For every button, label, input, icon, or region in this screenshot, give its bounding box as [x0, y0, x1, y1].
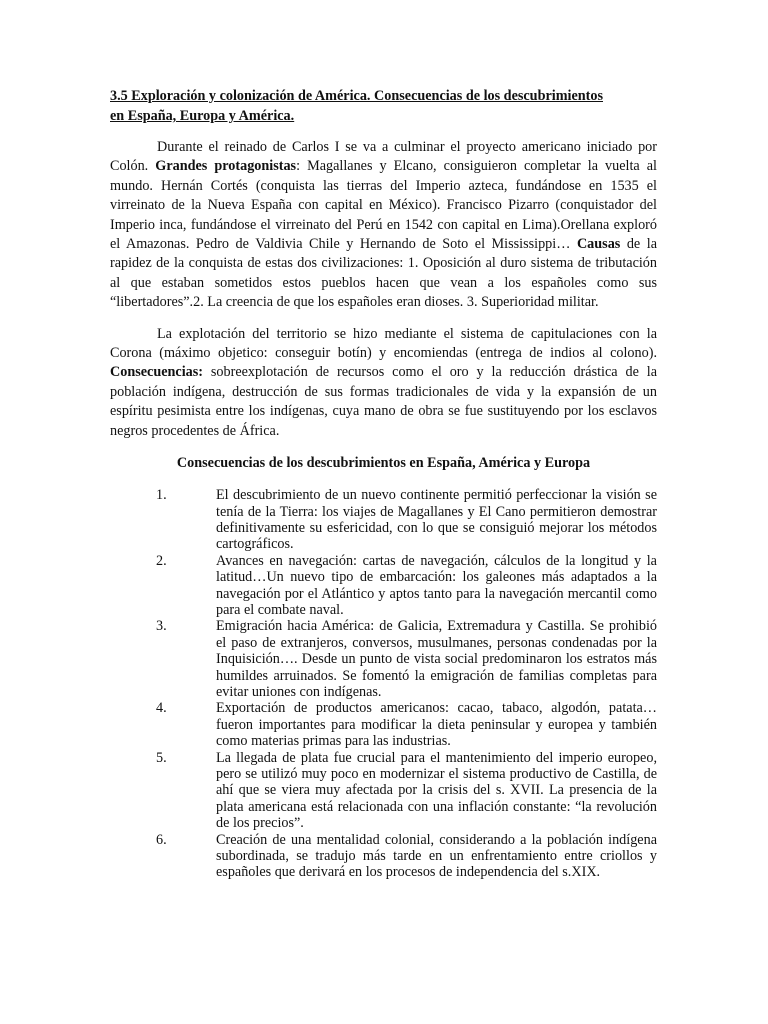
bold-term-consecuencias: Consecuencias: [110, 364, 204, 381]
list-item [110, 487, 657, 553]
list-item-number: 3. [156, 618, 167, 635]
list-item [110, 553, 657, 619]
bold-term-causas: Causas [576, 236, 621, 253]
paragraph-text: sobreexplotación de recursos como el oro y la reducción drástica de la población indígena, destrucción de sus formas tradicionales de vida y la expansión de un espíritu pesimista entre los indígenas, cuya mano de obra se fue sustituyendo por los esclavos negros procedentes de África. [110, 364, 657, 439]
list-item [110, 700, 657, 749]
list-item-number: 1. [156, 487, 167, 504]
list-item-text: La llegada de plata fue crucial para el mantenimiento del imperio europeo, pero se utilizó muy poco en modernizar el sistema productivo de Castilla, de ahí que se viera muy afectada por la crisis del s. XVII. La presencia de la plata americana está relacionada con una inflación constante: “la revolución de los precios”. [216, 749, 657, 832]
list-item-text: Emigración hacia América: de Galicia, Extremadura y Castilla. Se prohibió el paso de extranjeros, conversos, musulmanes, personas condenadas por la Inquisición…. Desde un punto de vista social predominaron los estratos más humildes arruinados. Se fomentó la emigración de familias completas para evitar uniones con indígenas. [216, 618, 657, 700]
list-item-text: Exportación de productos americanos: cacao, tabaco, algodón, patata…fueron importantes para modificar la dieta peninsular y europea y también como materias primas para las industrias. [216, 700, 657, 750]
list-item [110, 618, 657, 700]
list-item-number: 4. [156, 700, 167, 717]
paragraph-text: Durante el reinado de Carlos I se va a culminar el proyecto americano iniciado por Colón. [110, 139, 657, 175]
title-line-1: 3.5 Exploración y colonización de América. Consecuencias de los descubrimientos [110, 88, 603, 104]
paragraph-text: La explotación del territorio se hizo mediante el sistema de capitulaciones con la Corona (máximo objetico: conseguir botín) y encomiendas (entrega de indios al colono). [110, 325, 657, 362]
bold-term-protagonistas: Grandes protagonistas [155, 158, 297, 175]
section-subheading: Consecuencias de los descubrimientos en España, América y Europa [176, 455, 591, 472]
paragraph-explotacion [110, 325, 657, 441]
paragraph-text: : Magallanes y Elcano, consiguieron completar la vuelta al mundo. Hernán Cortés (conquista las tierras del Imperio azteca, fundándose en 1535 el virreinato de la Nueva España con capital en México). Francisco Pizarro (conquistador del Imperio inca, fundándose el virreinato del Perú en 1542 con capital en Lima).Orellana exploró el Amazonas. Pedro de Valdivia Chile y Hernando de Soto el Mississippi… [110, 158, 657, 253]
list-item-text: El descubrimiento de un nuevo continente permitió perfeccionar la visión se tenía de la Tierra: los viajes de Magallanes y El Cano permitieron demostrar definitivamente su esfericidad, con lo que se consiguió mejorar los métodos cartográficos. [216, 487, 657, 553]
list-item [110, 750, 657, 832]
consequences-list [110, 487, 657, 881]
paragraph-text: de la rapidez de la conquista de estas dos civilizaciones: 1. Oposición al duro sistema de tributación al que estaban sometidos estos pueblos hacen que vean a los españoles como sus “libertadores”.2. La creencia de que los españoles eran dioses. 3. Superioridad militar. [110, 236, 657, 311]
list-item-text: Creación de una mentalidad colonial, considerando a la población indígena subordinada, se tradujo más tarde en un enfrentamiento entre criollos y españoles que derivará en los procesos de independencia del s.XIX. [216, 831, 657, 881]
list-item-number: 5. [156, 749, 167, 766]
paragraph-reign-carlos-i [110, 138, 657, 313]
list-item-number: 6. [156, 831, 167, 848]
title-line-2: en España, Europa y América. [110, 108, 295, 124]
list-item-text: Avances en navegación: cartas de navegación, cálculos de la longitud y la latitud…Un nuevo tipo de embarcación: los galeones más adaptados a la navegación por el Atlántico y aptos tanto para la navegación mercantil como para el combate naval. [216, 552, 657, 618]
list-item-number: 2. [156, 552, 167, 569]
list-item [110, 832, 657, 881]
document-page [110, 86, 657, 881]
document-title [110, 86, 657, 126]
